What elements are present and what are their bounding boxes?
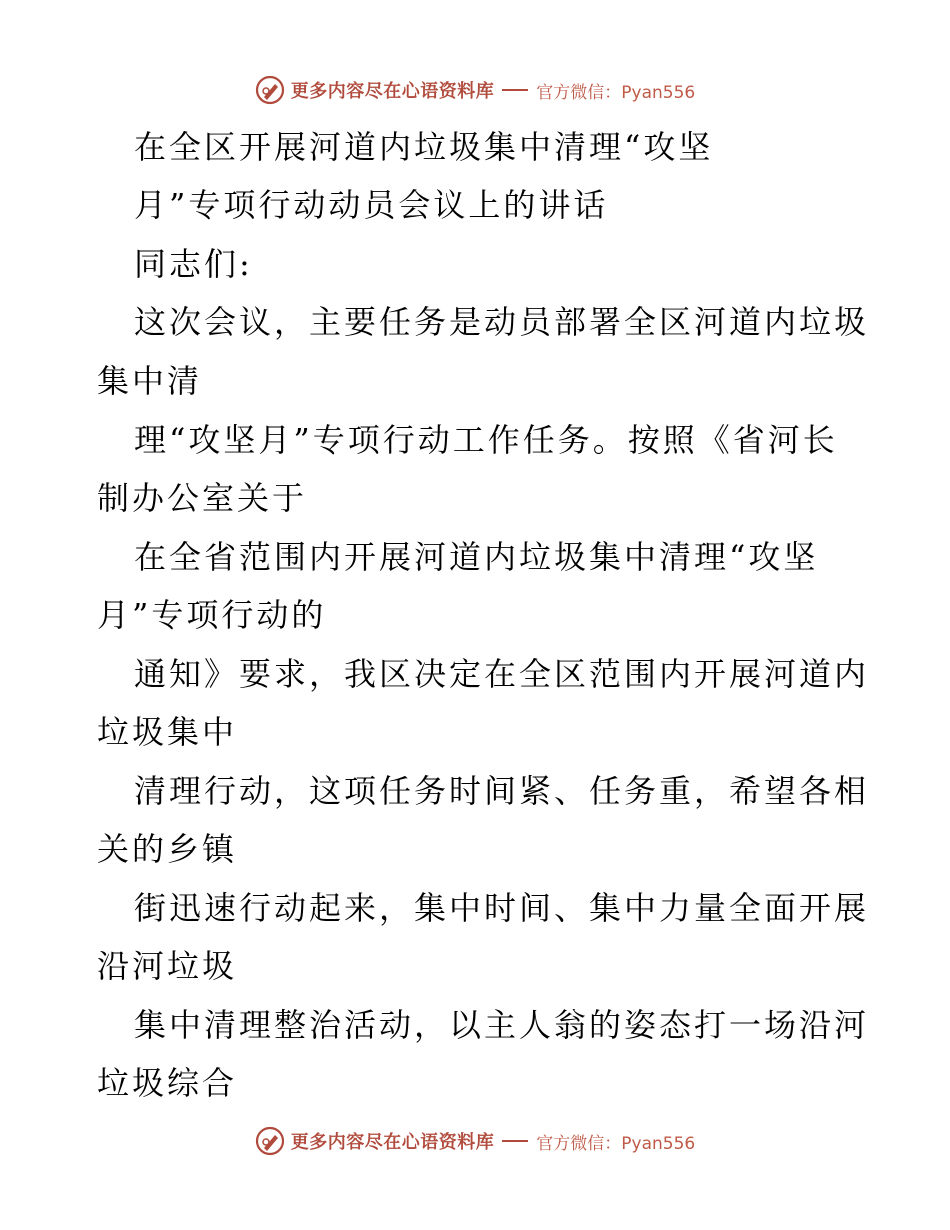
body-line: 垃圾综合 [97, 1064, 238, 1102]
body-line: 理“攻坚月”专项行动工作任务。按照《省河长 [134, 421, 838, 459]
body-line: 这次会议，主要任务是动员部署全区河道内垃圾 [134, 303, 870, 341]
watermark-wechat-text: 官方微信：Pyan556 [536, 82, 696, 103]
watermark-main-text: 更多内容尽在心语资料库 [290, 81, 495, 102]
body-line: 垃圾集中 [97, 713, 238, 751]
body-line: 街迅速行动起来，集中时间、集中力量全面开展 [134, 889, 870, 927]
body-line: 月”专项行动的 [97, 596, 327, 634]
speech-title-line-2: 月”专项行动动员会议上的讲话 [134, 186, 609, 224]
watermark-dash [502, 1140, 528, 1142]
header-watermark [0, 72, 950, 108]
body-line: 沿河垃圾 [97, 947, 238, 985]
speech-title-line-1: 在全区开展河道内垃圾集中清理“攻坚 [134, 128, 714, 166]
body-line: 制办公室关于 [97, 479, 308, 517]
pen-logo-icon [255, 1126, 285, 1156]
body-line: 集中清 [97, 362, 203, 400]
pen-logo-icon [255, 75, 285, 105]
salutation: 同志们: [134, 245, 253, 283]
body-line: 通知》要求，我区决定在全区范围内开展河道内 [134, 655, 870, 693]
body-line: 关的乡镇 [97, 830, 238, 868]
watermark-main-text: 更多内容尽在心语资料库 [290, 1132, 495, 1153]
footer-watermark [0, 1123, 950, 1159]
watermark-wechat-text: 官方微信：Pyan556 [536, 1133, 696, 1154]
body-line: 在全省范围内开展河道内垃圾集中清理“攻坚 [134, 538, 819, 576]
body-line: 清理行动，这项任务时间紧、任务重，希望各相 [134, 772, 870, 810]
watermark-dash [502, 89, 528, 91]
body-line: 集中清理整治活动，以主人翁的姿态打一场沿河 [134, 1006, 870, 1044]
